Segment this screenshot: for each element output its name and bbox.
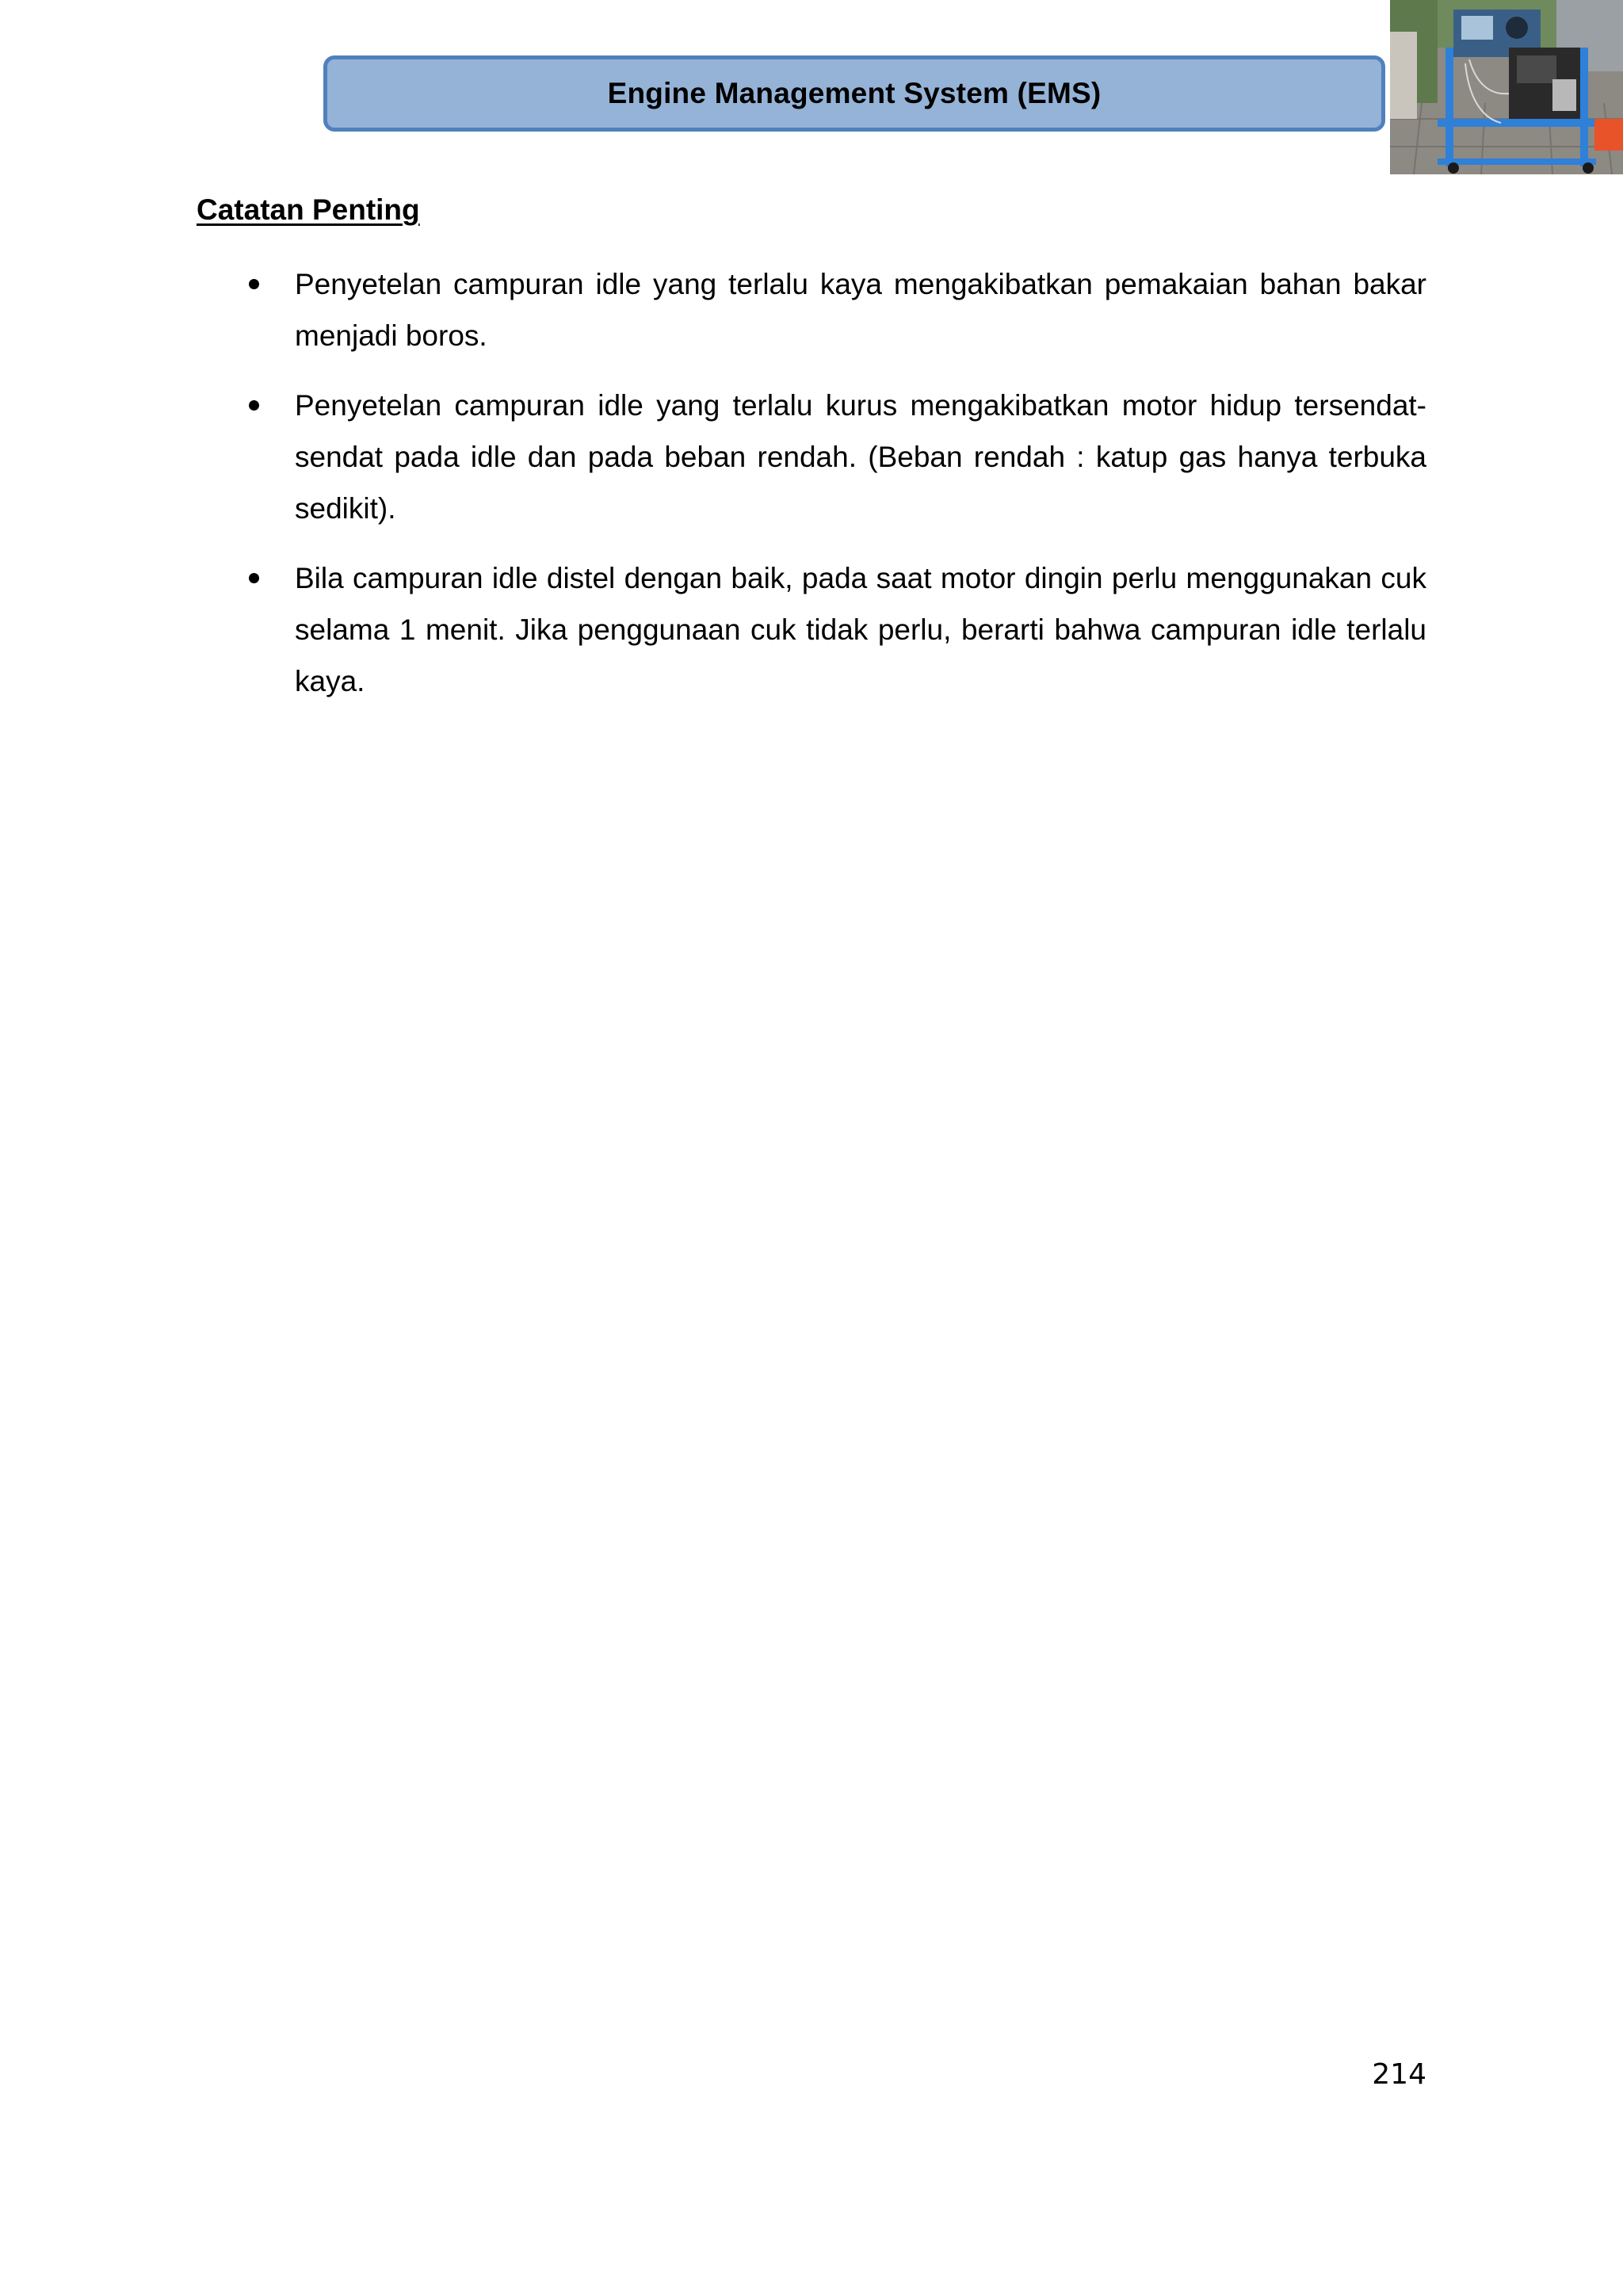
engine-trainer-photo <box>1390 0 1623 174</box>
bullet-icon <box>249 573 259 583</box>
list-item <box>197 552 1426 707</box>
document-title: Engine Management System (EMS) <box>607 77 1102 109</box>
list-item-text: Bila campuran idle distel dengan baik, pada saat motor dingin perlu menggunakan cuk selama 1 menit. Jika penggunaan cuk tidak perlu, berarti bahwa campuran idle terlalu kaya. <box>295 562 1426 697</box>
header-banner <box>323 55 1385 132</box>
bullet-icon <box>249 279 259 289</box>
list-item <box>197 258 1426 361</box>
list-item <box>197 380 1426 534</box>
page-number: 214 <box>1372 2058 1426 2091</box>
list-item-text: Penyetelan campuran idle yang terlalu kaya mengakibatkan pemakaian bahan bakar menjadi boros. <box>295 268 1426 352</box>
engine-trainer-image <box>1390 0 1623 174</box>
section-heading: Catatan Penting <box>197 193 420 226</box>
notes-list <box>197 258 1426 725</box>
bullet-icon <box>249 400 259 411</box>
list-item-text: Penyetelan campuran idle yang terlalu kurus mengakibatkan motor hidup tersendat-sendat pada idle dan pada beban rendah. (Beban rendah : katup gas hanya terbuka sedikit). <box>295 389 1426 525</box>
